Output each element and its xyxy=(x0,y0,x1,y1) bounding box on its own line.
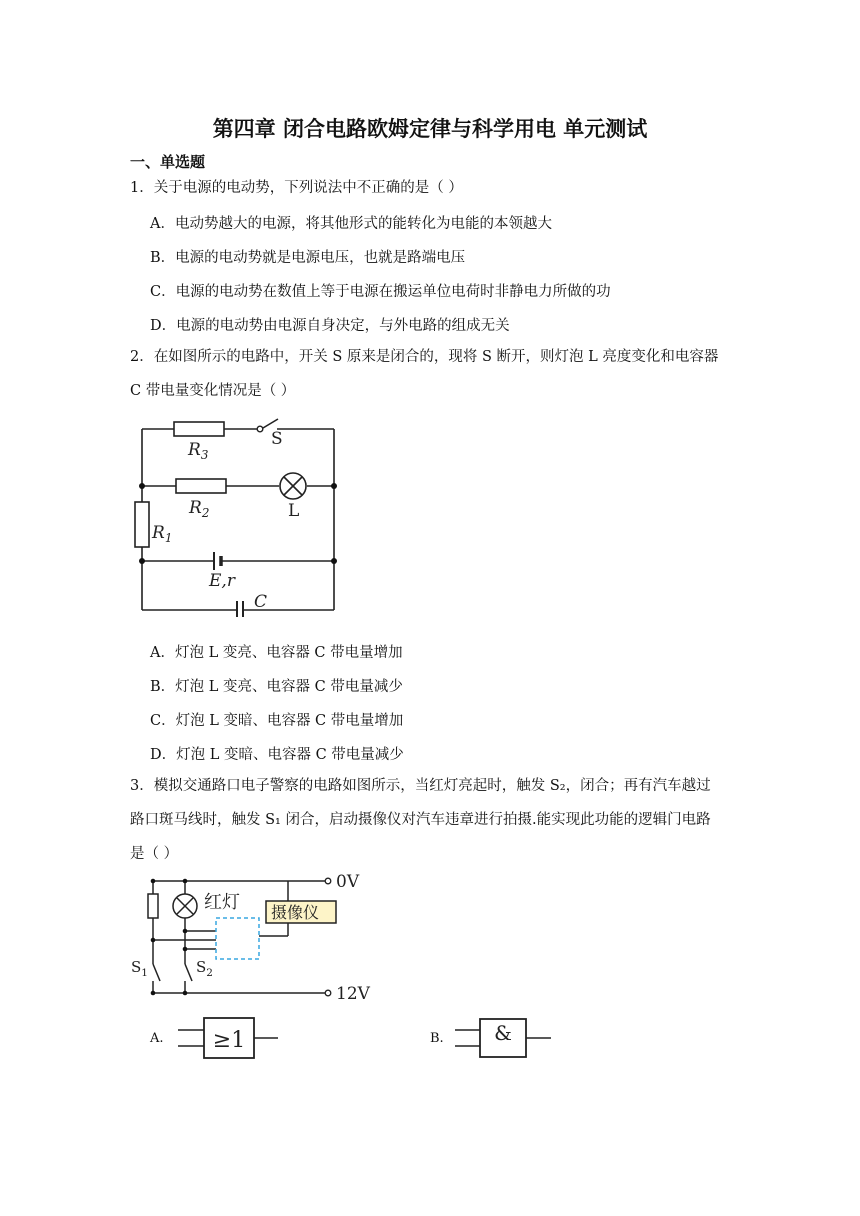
logic-gate-placeholder xyxy=(216,918,259,959)
question-3-stem-line2: 路口斑马线时，触发 S₁ 闭合，启动摄像仪对汽车违章进行拍摄.能实现此功能的逻辑门电路 xyxy=(130,812,711,828)
resistor-r3 xyxy=(174,422,224,436)
q3-circuit-diagram xyxy=(128,868,388,1003)
label-er: E,r xyxy=(209,571,235,591)
q3-option-b-label: B. xyxy=(430,1031,444,1046)
question-3-stem-line3: 是（ ） xyxy=(130,846,179,862)
label-camera: 摄像仪 xyxy=(271,903,320,922)
q2-option-a: A．灯泡 L 变亮、电容器 C 带电量增加 xyxy=(150,645,403,661)
label-s: S xyxy=(271,429,283,449)
switch-s-icon xyxy=(263,419,278,428)
q1-option-b: B．电源的电动势就是电源电压，也就是路端电压 xyxy=(150,250,466,266)
resistor-r1 xyxy=(135,502,149,547)
q2-option-b: B．灯泡 L 变亮、电容器 C 带电量减少 xyxy=(150,679,403,695)
q3-option-a-label: A. xyxy=(150,1031,164,1046)
label-r2: $R_2$ xyxy=(189,498,210,520)
resistor-r2 xyxy=(176,479,226,493)
svg-text:≥1: ≥1 xyxy=(212,1028,246,1053)
label-c: C xyxy=(254,592,268,612)
resistor-icon xyxy=(148,894,158,918)
question-3-stem-line1: 3．模拟交通路口电子警察的电路如图所示，当红灯亮起时，触发 S₂，闭合；再有汽车越过 xyxy=(130,778,711,794)
switch-s2-icon xyxy=(185,964,192,981)
q3-option-b-gate xyxy=(455,1016,560,1064)
q3-option-a-gate xyxy=(178,1016,283,1064)
q2-option-c: C．灯泡 L 变暗、电容器 C 带电量增加 xyxy=(150,713,404,729)
svg-text:&: & xyxy=(494,1021,512,1045)
q1-option-c: C．电源的电动势在数值上等于电源在搬运单位电荷时非静电力所做的功 xyxy=(150,284,611,300)
page-title: 第四章 闭合电路欧姆定律与科学用电 单元测试 xyxy=(212,117,648,141)
section-heading: 一、单选题 xyxy=(130,153,206,171)
label-0v: 0V xyxy=(336,872,360,892)
label-l: L xyxy=(288,501,300,521)
label-s1: $S_1$ xyxy=(131,958,148,979)
question-1-stem: 1．关于电源的电动势，下列说法中不正确的是（ ） xyxy=(130,180,463,196)
q1-option-d: D．电源的电动势由电源自身决定，与外电路的组成无关 xyxy=(150,318,510,334)
switch-s1-icon xyxy=(153,964,160,981)
question-2-stem-line2: C 带电量变化情况是（ ） xyxy=(130,383,296,399)
label-r1: $R_1$ xyxy=(152,523,173,545)
label-12v: 12V xyxy=(336,984,370,1003)
q2-option-d: D．灯泡 L 变暗、电容器 C 带电量减少 xyxy=(150,747,404,763)
question-2-stem-line1: 2．在如图所示的电路中，开关 S 原来是闭合的，现将 S 断开，则灯泡 L 亮度变化和电容器 xyxy=(130,349,719,365)
q2-circuit-diagram xyxy=(130,412,345,617)
label-r3: $R_3$ xyxy=(188,440,209,462)
q1-option-a: A．电动势越大的电源，将其他形式的能转化为电能的本领越大 xyxy=(150,216,552,232)
label-s2: $S_2$ xyxy=(196,958,213,979)
label-red-light: 红灯 xyxy=(204,892,240,913)
